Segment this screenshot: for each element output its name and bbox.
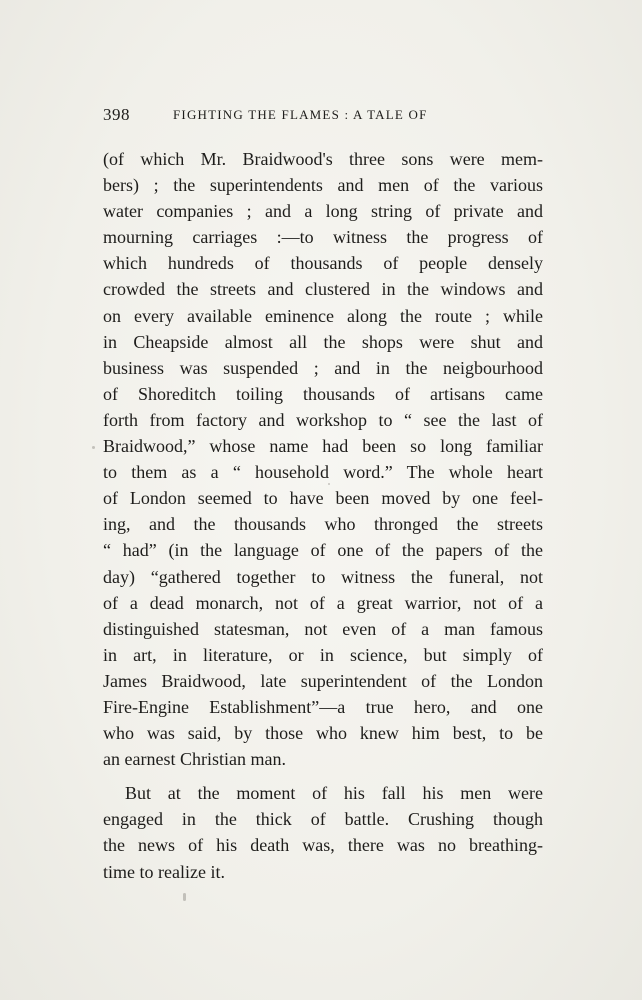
text-line: But at the moment of his fall his men were bbox=[125, 783, 543, 804]
text-line: in Cheapside almost all the shops were shut and bbox=[103, 331, 543, 352]
text-line: Braidwood,” whose name had been so long familiar bbox=[103, 436, 543, 457]
text-line: crowded the streets and clustered in the windows and bbox=[103, 279, 543, 300]
text-line: day) “gathered together to witness the funeral, not bbox=[103, 566, 543, 587]
running-head bbox=[103, 105, 543, 129]
paragraph-gap bbox=[103, 772, 543, 780]
page-number: 398 bbox=[103, 105, 130, 124]
text-line: on every available eminence along the route ; while bbox=[103, 305, 543, 326]
paper-speck bbox=[92, 446, 95, 449]
text-line: which hundreds of thousands of people densely bbox=[103, 253, 543, 274]
text-line: Fire-Engine Establishment”—a true hero, and one bbox=[103, 696, 543, 717]
running-title: FIGHTING THE FLAMES : A TALE OF bbox=[173, 107, 428, 122]
text-line: who was said, by those who knew him best, to be bbox=[103, 723, 543, 744]
text-line: (of which Mr. Braidwood's three sons were mem- bbox=[103, 149, 543, 169]
text-line: forth from factory and workshop to “ see the last of bbox=[103, 409, 543, 430]
text-line: of Shoreditch toiling thousands of artisans came bbox=[103, 383, 543, 404]
text-line: of London seemed to have been moved by one feel- bbox=[103, 488, 543, 509]
paper-speck bbox=[183, 893, 186, 901]
text-line: of a dead monarch, not of a great warrior, not of a bbox=[103, 592, 543, 613]
text-line: engaged in the thick of battle. Crushing though bbox=[103, 809, 543, 830]
text-line: distinguished statesman, not even of a man famous bbox=[103, 618, 543, 639]
text-line: water companies ; and a long string of private and bbox=[103, 201, 543, 222]
text-line: an earnest Christian man. bbox=[103, 749, 286, 770]
text-line: bers) ; the superintendents and men of the various bbox=[103, 175, 543, 196]
text-line: James Braidwood, late superintendent of the London bbox=[103, 670, 543, 691]
body-text bbox=[103, 146, 543, 885]
paragraph-2 bbox=[103, 780, 543, 884]
text-line: the news of his death was, there was no breathing- bbox=[103, 835, 543, 856]
text-line: business was suspended ; and in the neigbourhood bbox=[103, 357, 543, 378]
text-line: “ had” (in the language of one of the papers of the bbox=[103, 540, 543, 561]
text-line: in art, in literature, or in science, but simply of bbox=[103, 644, 543, 665]
text-line: to them as a “ household word.” The whole heart bbox=[103, 462, 543, 483]
text-line: mourning carriages :—to witness the progress of bbox=[103, 227, 543, 248]
paper-speck bbox=[328, 483, 330, 485]
text-line: ing, and the thousands who thronged the streets bbox=[103, 514, 543, 535]
paragraph-1 bbox=[103, 146, 543, 772]
text-line: time to realize it. bbox=[103, 861, 225, 882]
